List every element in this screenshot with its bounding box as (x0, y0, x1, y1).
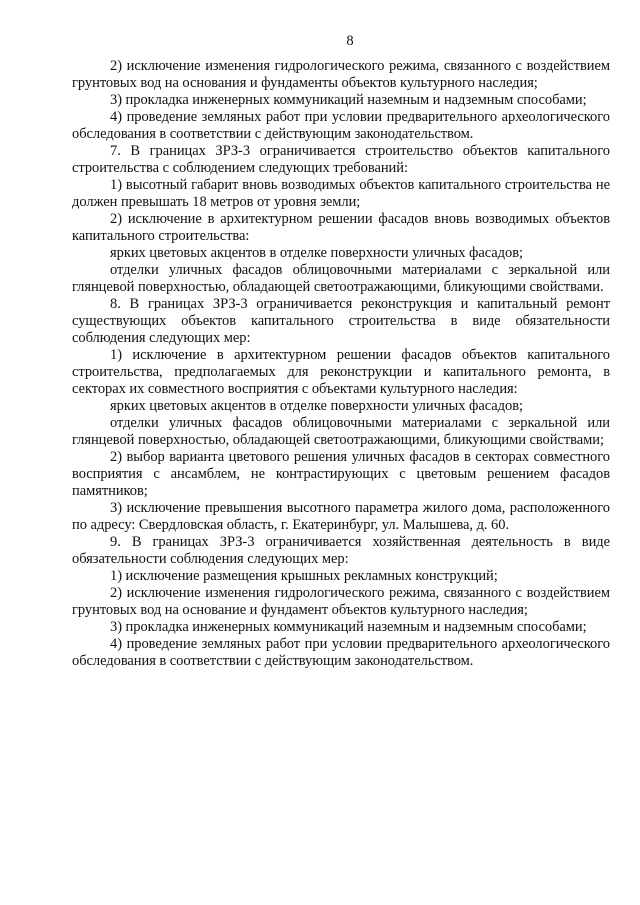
paragraph: 3) исключение превышения высотного параметра жилого дома, расположенного по адресу: Свердловская область, г. Екатеринбург, ул. Малышева, д. 60. (72, 500, 610, 533)
paragraph: ярких цветовых акцентов в отделке поверхности уличных фасадов; (110, 398, 523, 414)
paragraph: 3) прокладка инженерных коммуникаций наземным и надземным способами; (110, 92, 587, 108)
paragraph: 2) исключение изменения гидрологического режима, связанного с воздействием грунтовых вод на основание и фундамент объектов культурного наследия; (72, 585, 610, 618)
paragraph: 4) проведение земляных работ при условии предварительного археологического обследования в соответствии с действующим законодательством. (72, 109, 610, 142)
paragraph: 2) выбор варианта цветового решения уличных фасадов в секторах совместного восприятия с ансамблем, не контрастирующих с цветовым решением фасадов памятников; (72, 449, 610, 499)
paragraph: 9. В границах ЗРЗ-3 ограничивается хозяйственная деятельность в виде обязательности соблюдения следующих мер: (72, 534, 610, 567)
paragraph: 8. В границах ЗРЗ-3 ограничивается реконструкция и капитальный ремонт существующих объектов капитального строительства в виде обязательности соблюдения следующих мер: (72, 296, 610, 346)
paragraph: 3) прокладка инженерных коммуникаций наземным и надземным способами; (110, 619, 587, 635)
paragraph: 7. В границах ЗРЗ-3 ограничивается строительство объектов капитального строительства с соблюдением следующих требований: (72, 143, 610, 176)
page-number: 8 (346, 33, 354, 49)
paragraph: 2) исключение в архитектурном решении фасадов вновь возводимых объектов капитального строительства: (72, 211, 610, 244)
paragraph: ярких цветовых акцентов в отделке поверхности уличных фасадов; (110, 245, 523, 261)
paragraph: 2) исключение изменения гидрологического режима, связанного с воздействием грунтовых вод на основания и фундаменты объектов культурного наследия; (72, 58, 610, 91)
paragraph: 1) исключение размещения крышных рекламных конструкций; (110, 568, 498, 584)
paragraph: 1) высотный габарит вновь возводимых объектов капитального строительства не должен превышать 18 метров от уровня земли; (72, 177, 610, 210)
paragraph: 1) исключение в архитектурном решении фасадов объектов капитального строительства, предполагаемых для реконструкции и капитального ремонта, в секторах их совместного восприятия с объектами культурного наследия: (72, 347, 610, 397)
paragraph: 4) проведение земляных работ при условии предварительного археологического обследования в соответствии с действующим законодательством. (72, 636, 610, 669)
paragraph: отделки уличных фасадов облицовочными материалами с зеркальной или глянцевой поверхностью, обладающей светоотражающими, бликующими свойствами; (72, 415, 610, 448)
paragraph: отделки уличных фасадов облицовочными материалами с зеркальной или глянцевой поверхностью, обладающей светоотражающими, бликующими свойствами. (72, 262, 610, 295)
